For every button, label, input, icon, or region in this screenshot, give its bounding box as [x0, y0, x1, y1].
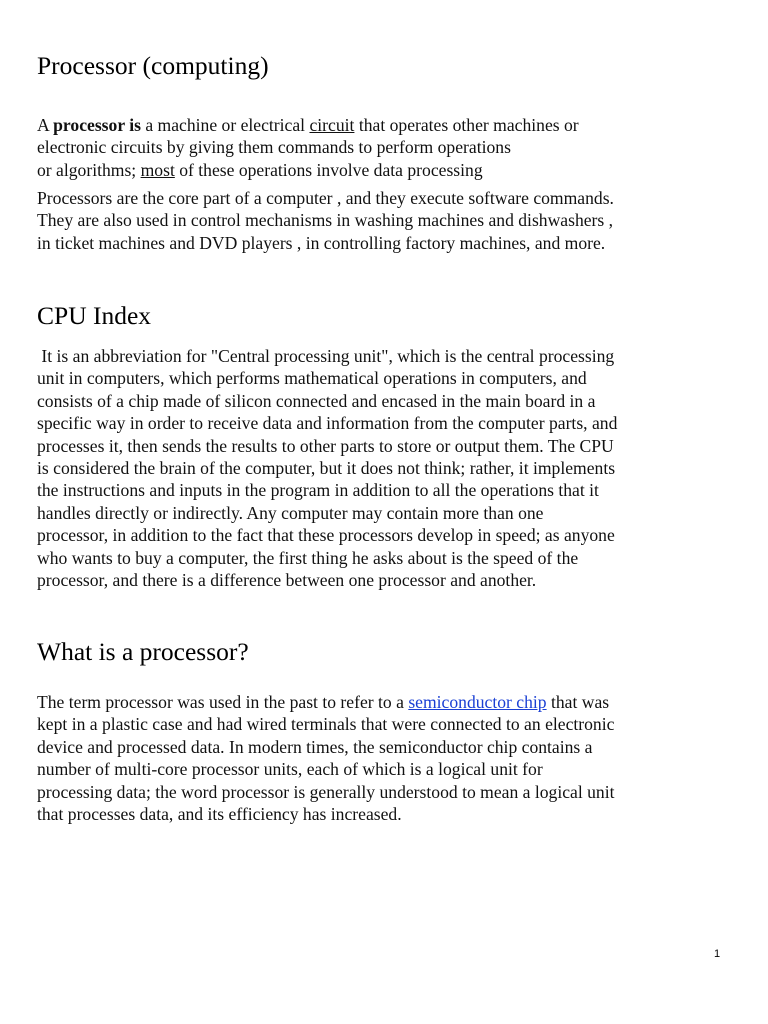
paragraph-line: specific way in order to receive data and information from the computer parts, and: [37, 413, 618, 434]
intro-line-2: electronic circuits by giving them commands to perform operations: [37, 137, 511, 158]
paragraph-line: the instructions and inputs in the program in addition to all the operations that it: [37, 480, 599, 501]
cpu-index-paragraph: [37, 345, 617, 591]
intro-paragraph: [37, 114, 579, 181]
underlined-word-most: most: [140, 159, 175, 180]
paragraph-text: that was: [546, 692, 610, 712]
paragraph-line: kept in a plastic case and had wired terminals that were connected to an electronic: [37, 714, 615, 735]
underlined-word-circuit: circuit: [309, 115, 355, 135]
paragraph-line: handles directly or indirectly. Any computer may contain more than one: [37, 502, 544, 523]
intro-text: that operates other machines or: [354, 115, 579, 135]
paragraph-line: unit in computers, which performs mathematical operations in computers, and: [37, 368, 587, 389]
intro-text: or algorithms;: [37, 159, 141, 180]
page-number: 1: [714, 948, 721, 960]
paragraph-line: processing data; the word processor is generally understood to mean a logical unit: [37, 781, 615, 802]
intro-bold-term: processor is: [53, 115, 141, 135]
paragraph-line: in ticket machines and DVD players , in controlling factory machines, and more.: [37, 232, 606, 253]
paragraph-line: device and processed data. In modern times, the semiconductor chip contains a: [37, 736, 593, 757]
paragraph-line: number of multi-core processor units, each of which is a logical unit for: [37, 759, 543, 780]
paragraph-text: The term processor was used in the past to refer to a: [37, 692, 409, 712]
what-is-processor-paragraph: [37, 691, 615, 825]
semiconductor-chip-link[interactable]: semiconductor chip: [408, 692, 547, 712]
intro-text: of these operations involve data processing: [174, 159, 483, 180]
paragraph-line: who wants to buy a computer, the first thing he asks about is the speed of the: [37, 547, 579, 568]
intro-line-3: [37, 159, 579, 181]
section-heading-cpu-index: CPU Index: [37, 301, 152, 330]
processors-paragraph: [37, 187, 614, 254]
section-heading-what-is-processor: What is a processor?: [37, 637, 249, 666]
paragraph-line: processor, and there is a difference between one processor and another.: [37, 570, 537, 591]
paragraph-line: [37, 691, 615, 713]
paragraph-line: is considered the brain of the computer, but it does not think; rather, it implements: [37, 458, 616, 479]
paragraph-line: Processors are the core part of a computer , and they execute software commands.: [37, 188, 614, 208]
paragraph-line: that processes data, and its efficiency has increased.: [37, 804, 402, 825]
intro-text: a machine or electrical: [140, 115, 310, 135]
intro-line-1: [37, 114, 579, 136]
paragraph-line: It is an abbreviation for "Central processing unit", which is the central processing: [37, 346, 615, 366]
paragraph-line: They are also used in control mechanisms in washing machines and dishwashers ,: [37, 210, 614, 231]
paragraph-line: consists of a chip made of silicon connected and encased in the main board in a: [37, 390, 596, 411]
paragraph-line: processes it, then sends the results to other parts to store or output them. The CPU: [37, 435, 614, 456]
paragraph-line: processor, in addition to the fact that these processors develop in speed; as anyone: [37, 525, 615, 546]
intro-lead: A: [37, 115, 54, 135]
page-title: Processor (computing): [37, 51, 269, 80]
